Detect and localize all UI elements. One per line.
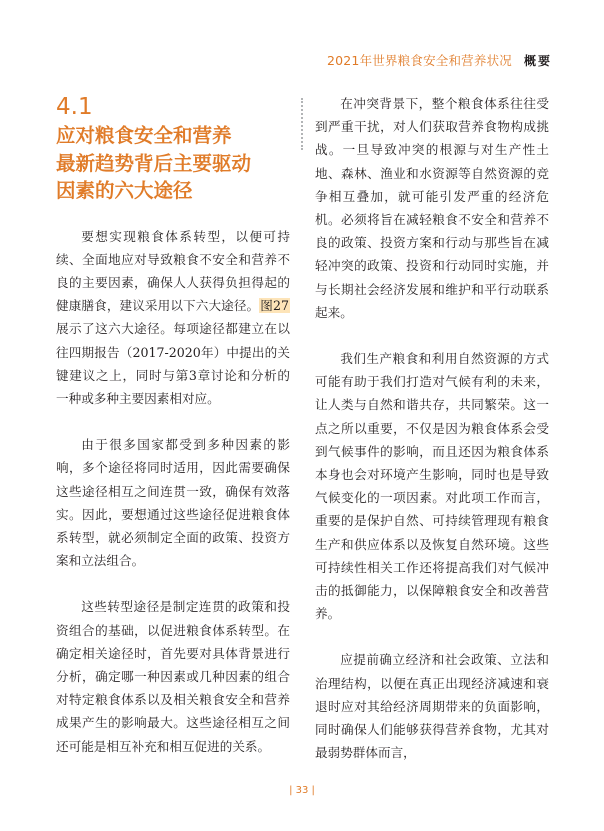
paragraph-text: 要想实现粮食体系转型，以便可持续、全面地应对导致粮食不安全和营养不良的主要因素，确保人人获得负担得起的健康膳食，建议采用以下六大途径。 <box>56 228 290 314</box>
section-number: 4.1 <box>56 94 93 120</box>
report-title: 2021年世界粮食安全和营养状况 <box>326 53 512 68</box>
paragraph: 这些转型途径是制定连贯的政策和投资组合的基础，以促进粮食体系转型。在确定相关途径时，首先要对具体背景进行分析，确定哪一种因素或几种因素的组合对特定粮食体系以及相关粮食安全和营养成果产生的影响最大。这些途径相互之间还可能是相互补充和相互促进的关系。 <box>56 599 290 754</box>
column-divider <box>301 98 303 150</box>
paragraph: 应提前确立经济和社会政策、立法和治理结构，以便在真正出现经济减速和衰退时应对其给经济周期带来的负面影响，同时确保人们能够获得营养食物，尤其对最弱势群体而言， <box>315 652 549 761</box>
paragraph-text: 展示了这六大途径。每项途径都建立在以往四期报告（2017-2020年）中提出的关键建议之上，同时与第3章讨论和分析的一种或多种主要因素相对应。 <box>56 321 290 406</box>
page-number: 33 <box>295 785 309 796</box>
section-title: 应对粮食安全和营养 最新趋势背后主要驱动 因素的六大途径 <box>56 124 252 202</box>
running-header <box>327 50 552 70</box>
paragraph <box>56 225 290 411</box>
paragraph: 在冲突背景下，整个粮食体系往往受到严重干扰，对人们获取营养食物构成挑战。一旦导致冲突的根源与对生产性土地、森林、渔业和水资源等自然资源的竞争相互叠加，就可能引发严重的经济危机。必须将旨在减轻粮食不安全和营养不良的政策、投资方案和行动与那些旨在减轻冲突的政策、投资和行动同时实施，并与长期社会经济发展和维护和平行动联系起来。 <box>315 96 549 320</box>
page-footer: | 33 | <box>289 785 315 796</box>
paragraph: 我们生产粮食和利用自然资源的方式可能有助于我们打造对气候有利的未来，让人类与自然和谐共存，共同繁荣。这一点之所以重要，不仅是因为粮食体系会受到气候事件的影响，而且还因为粮食体系本身也会对环境产生影响，同时也是导致气候变化的一项因素。对此项工作而言，重要的是保护自然、可持续管理现有粮食生产和供应体系以及恢复自然环境。这些可持续性相关工作还将提高我们对气候冲击的抵御能力，以保障粮食安全和改善营养。 <box>315 351 549 622</box>
left-column <box>56 92 290 758</box>
section-label: 概要 <box>523 53 552 68</box>
paragraph: 由于很多国家都受到多种因素的影响，多个途径将同时适用，因此需要确保这些途径相互之间连贯一致，确保有效落实。因此，要想通过这些途径促进粮食体系转型，就必须制定全面的政策、投资方案和立法组合。 <box>56 437 290 569</box>
figure-reference-link[interactable]: 图27 <box>260 298 289 314</box>
right-column <box>315 92 549 764</box>
